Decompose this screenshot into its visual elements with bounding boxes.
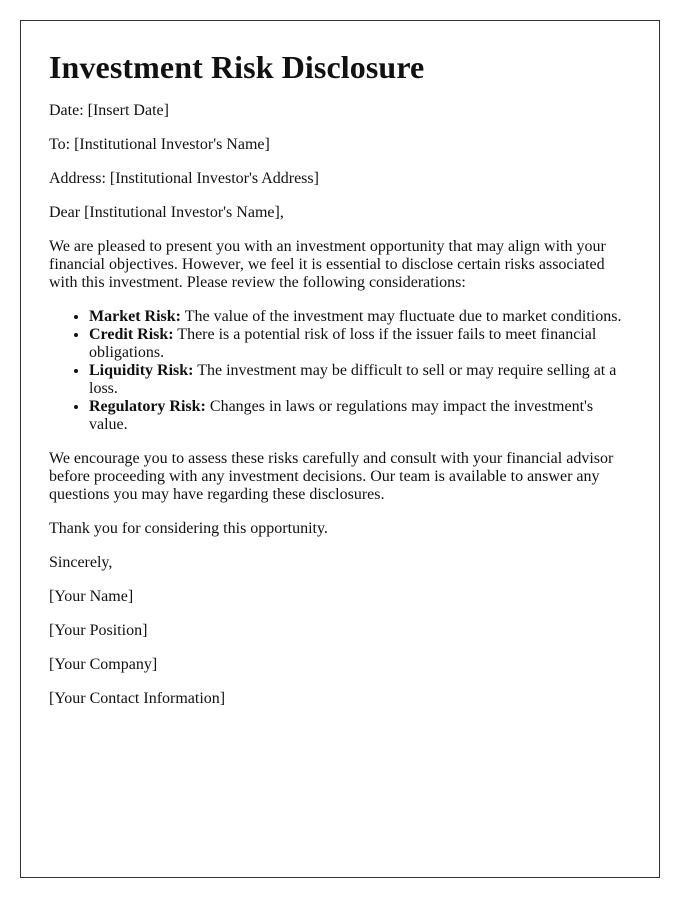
risk-term: Credit Risk: bbox=[89, 325, 174, 343]
risk-item-regulatory bbox=[89, 398, 631, 434]
risk-item-liquidity bbox=[89, 362, 631, 398]
letter-content bbox=[21, 21, 659, 708]
closing: Sincerely, bbox=[49, 553, 113, 571]
risk-description: Changes in laws or regulations may impact the investment's value. bbox=[89, 397, 594, 433]
signature-name: [Your Name] bbox=[49, 587, 134, 605]
risk-list bbox=[49, 308, 631, 434]
risk-item-market bbox=[89, 308, 631, 326]
letter-title: Investment Risk Disclosure bbox=[49, 49, 425, 85]
signature-contact: [Your Contact Information] bbox=[49, 689, 226, 707]
risk-item-credit bbox=[89, 326, 631, 362]
risk-description: There is a potential risk of loss if the issuer fails to meet financial obligations. bbox=[89, 325, 597, 361]
letter-page bbox=[20, 20, 660, 878]
signature-company: [Your Company] bbox=[49, 655, 158, 673]
advice-paragraph: We encourage you to assess these risks carefully and consult with your financial advisor before proceeding with any investment decisions. Our team is available to answer any questions you may have regarding these disclosures. bbox=[49, 449, 614, 503]
date-line: Date: [Insert Date] bbox=[49, 101, 169, 119]
thanks-line: Thank you for considering this opportunity. bbox=[49, 519, 328, 537]
risk-description: The investment may be difficult to sell or may require selling at a loss. bbox=[89, 361, 617, 397]
recipient-address-line: Address: [Institutional Investor's Address] bbox=[49, 169, 319, 187]
intro-paragraph: We are pleased to present you with an investment opportunity that may align with your financial objectives. However, we feel it is essential to disclose certain risks associated with this investment. Please review the following considerations: bbox=[49, 237, 606, 291]
salutation: Dear [Institutional Investor's Name], bbox=[49, 203, 284, 221]
risk-term: Market Risk: bbox=[89, 307, 181, 325]
risk-term: Regulatory Risk: bbox=[89, 397, 206, 415]
recipient-name-line: To: [Institutional Investor's Name] bbox=[49, 135, 270, 153]
signature-position: [Your Position] bbox=[49, 621, 148, 639]
risk-description: The value of the investment may fluctuate due to market conditions. bbox=[180, 307, 622, 325]
risk-term: Liquidity Risk: bbox=[89, 361, 194, 379]
